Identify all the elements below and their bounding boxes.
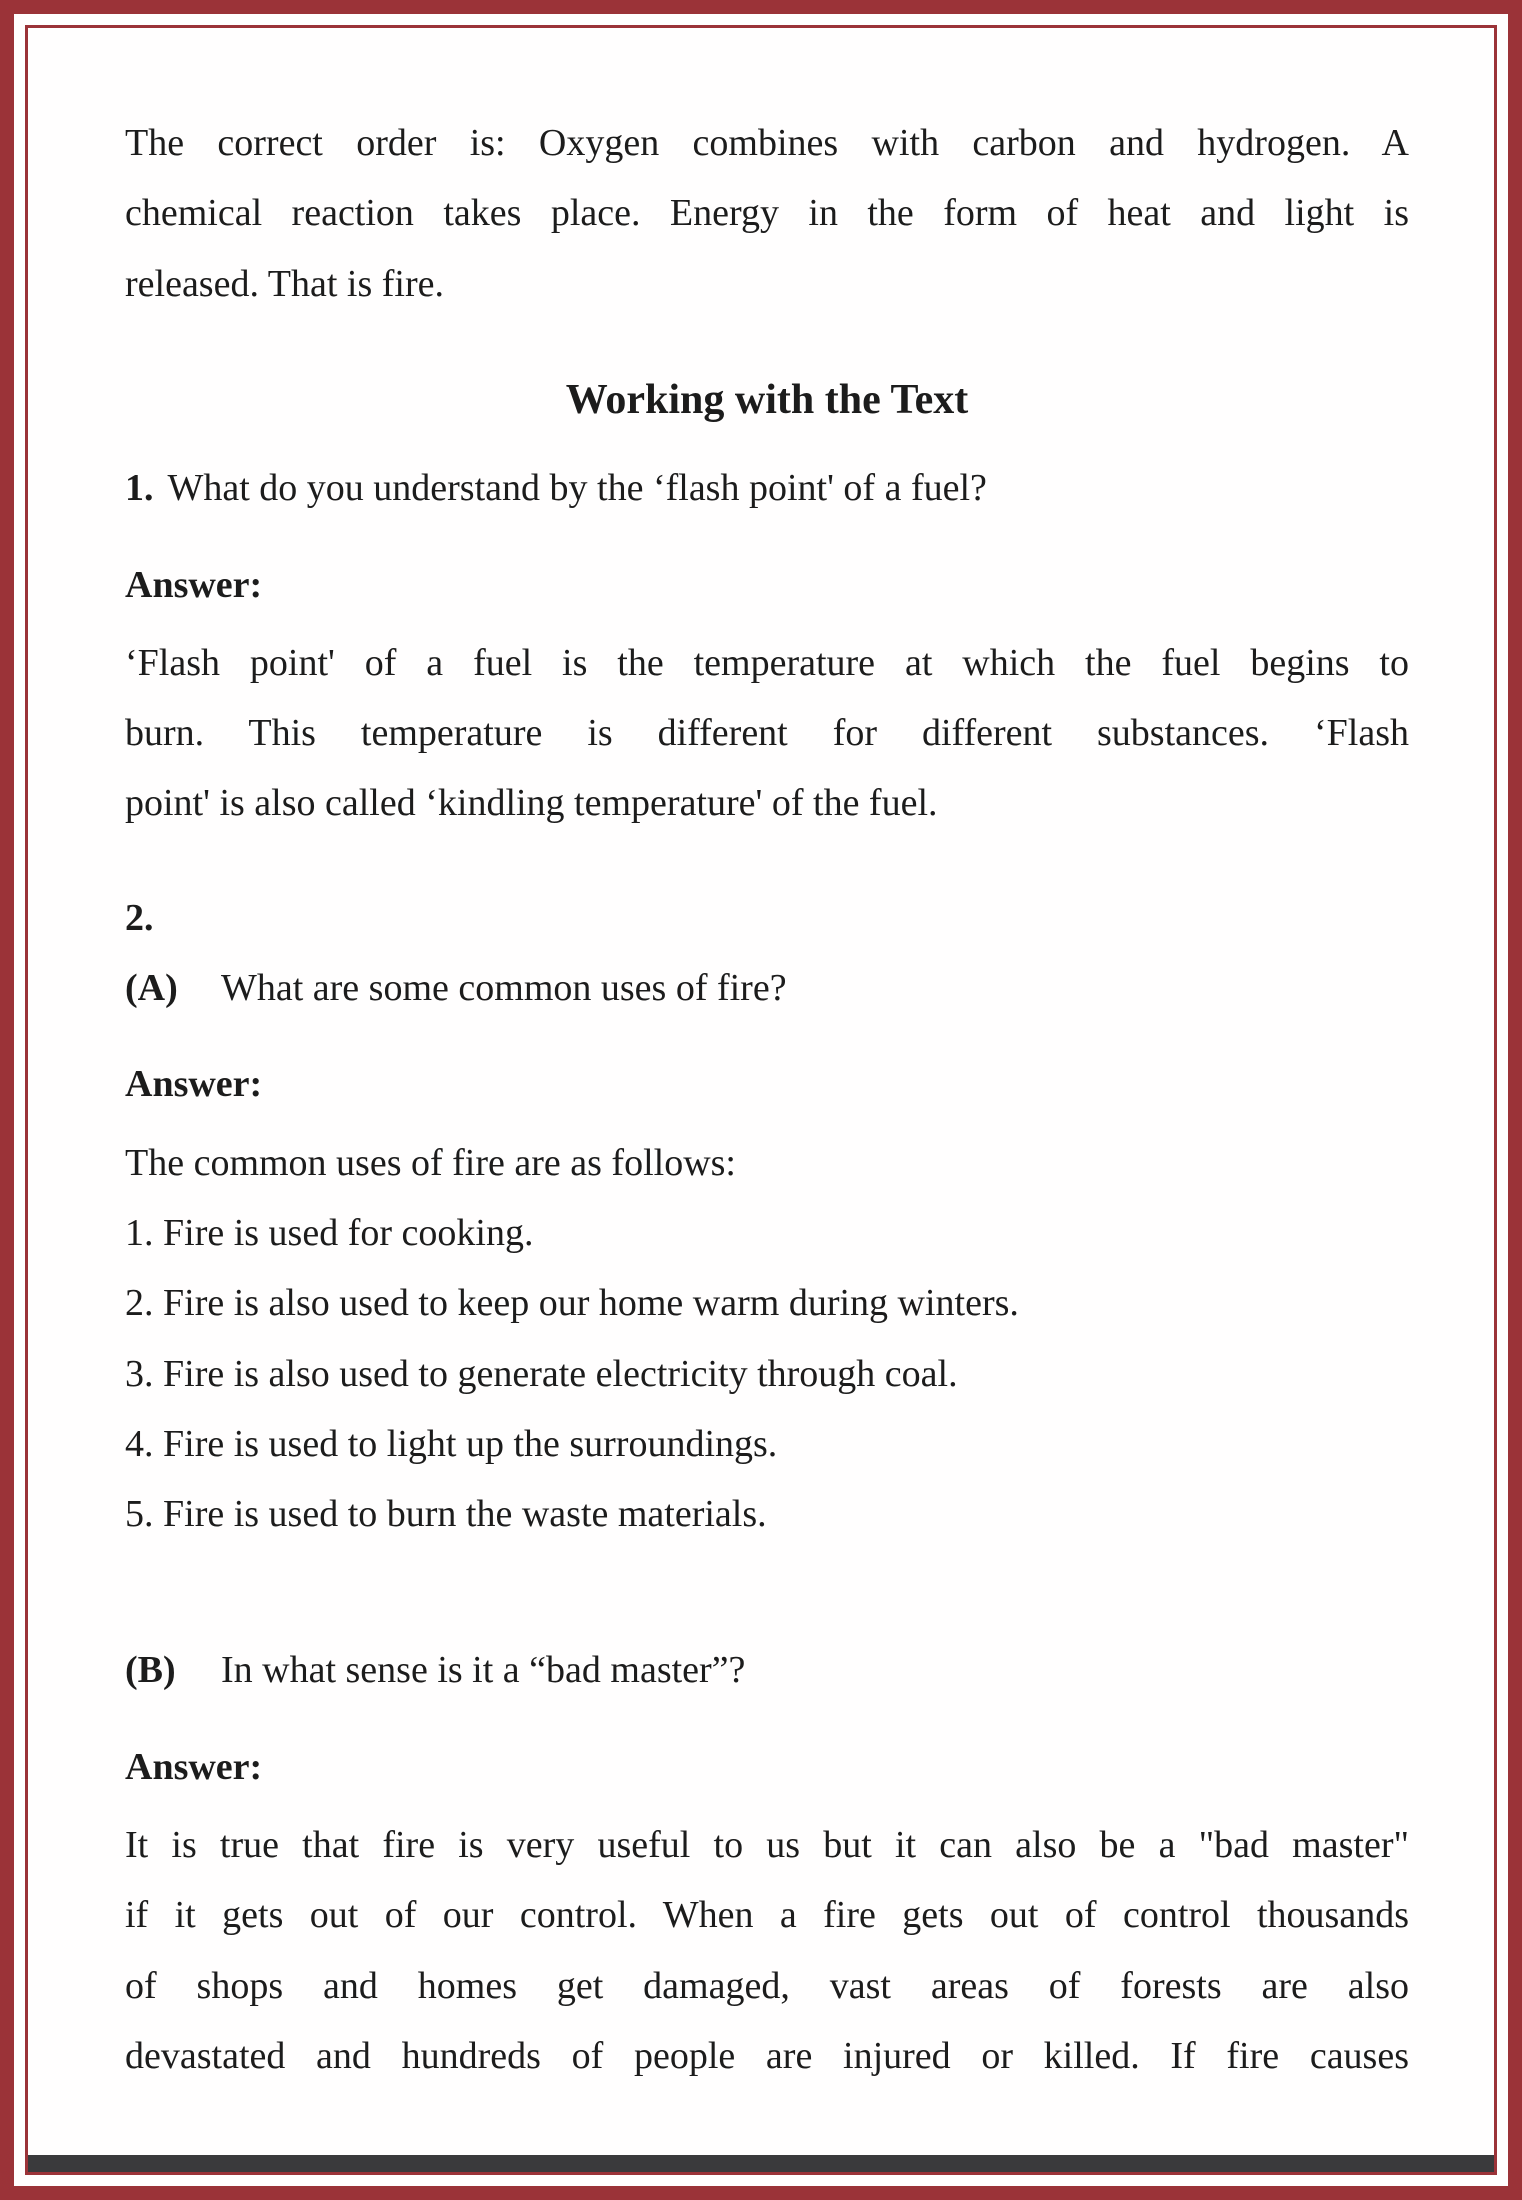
page-inner-frame: [25, 25, 1497, 2175]
fire-use-item: 2. Fire is also used to keep our home warm during winters.: [125, 1282, 1019, 1325]
answer-q1-paragraph: [125, 628, 1409, 839]
fire-use-item: 5. Fire is used to burn the waste materials.: [125, 1493, 767, 1536]
fire-use-item: 1. Fire is used for cooking.: [125, 1211, 534, 1254]
text-line: The correct order is: Oxygen combines with carbon and hydrogen. A: [125, 122, 1409, 164]
question-2b-text: In what sense is it a “bad master”?: [221, 1649, 746, 1692]
question-2a: [125, 953, 1409, 1023]
question-1-number: 1.: [125, 467, 154, 510]
question-2-number: 2.: [125, 896, 154, 939]
answer-label-q2a: Answer:: [125, 1063, 263, 1106]
text-line: burn. This temperature is different for different substances. ‘Flash: [125, 712, 1409, 755]
question-2a-label: (A): [125, 967, 178, 1010]
text-line: ‘Flash point' of a fuel is the temperature at which the fuel begins to: [125, 641, 1409, 684]
answer-q2a-intro: The common uses of fire are as follows:: [125, 1141, 736, 1184]
section-heading: Working with the Text: [565, 376, 969, 423]
text-line: if it gets out of our control. When a fire gets out of control thousands: [125, 1894, 1409, 1937]
text-line: devastated and hundreds of people are injured or killed. If fire causes: [125, 2034, 1409, 2077]
answer-q2b-paragraph: [125, 1810, 1409, 2091]
answer-label-q2b: Answer:: [125, 1745, 263, 1788]
question-2b: [125, 1635, 1409, 1705]
text-line: of shops and homes get damaged, vast areas of forests are also: [125, 1964, 1409, 2007]
page-content: [28, 28, 1494, 2091]
intro-paragraph: [125, 108, 1409, 319]
question-2a-text: What are some common uses of fire?: [221, 967, 787, 1010]
fire-use-item: 4. Fire is used to light up the surroundings.: [125, 1422, 778, 1465]
question-2b-label: (B): [125, 1649, 176, 1692]
fire-use-item: 3. Fire is also used to generate electricity through coal.: [125, 1352, 958, 1395]
question-1-text: What do you understand by the ‘flash point' of a fuel?: [167, 467, 987, 510]
answer-label-q1: Answer:: [125, 563, 263, 606]
text-line: released. That is fire.: [125, 262, 444, 305]
text-line: It is true that fire is very useful to us but it can also be a "bad master": [125, 1824, 1409, 1867]
text-line: point' is also called ‘kindling temperature' of the fuel.: [125, 782, 938, 825]
question-1: [125, 453, 1409, 523]
text-line: chemical reaction takes place. Energy in the form of heat and light is: [125, 192, 1409, 235]
page-bottom-shadow: [28, 2155, 1494, 2172]
